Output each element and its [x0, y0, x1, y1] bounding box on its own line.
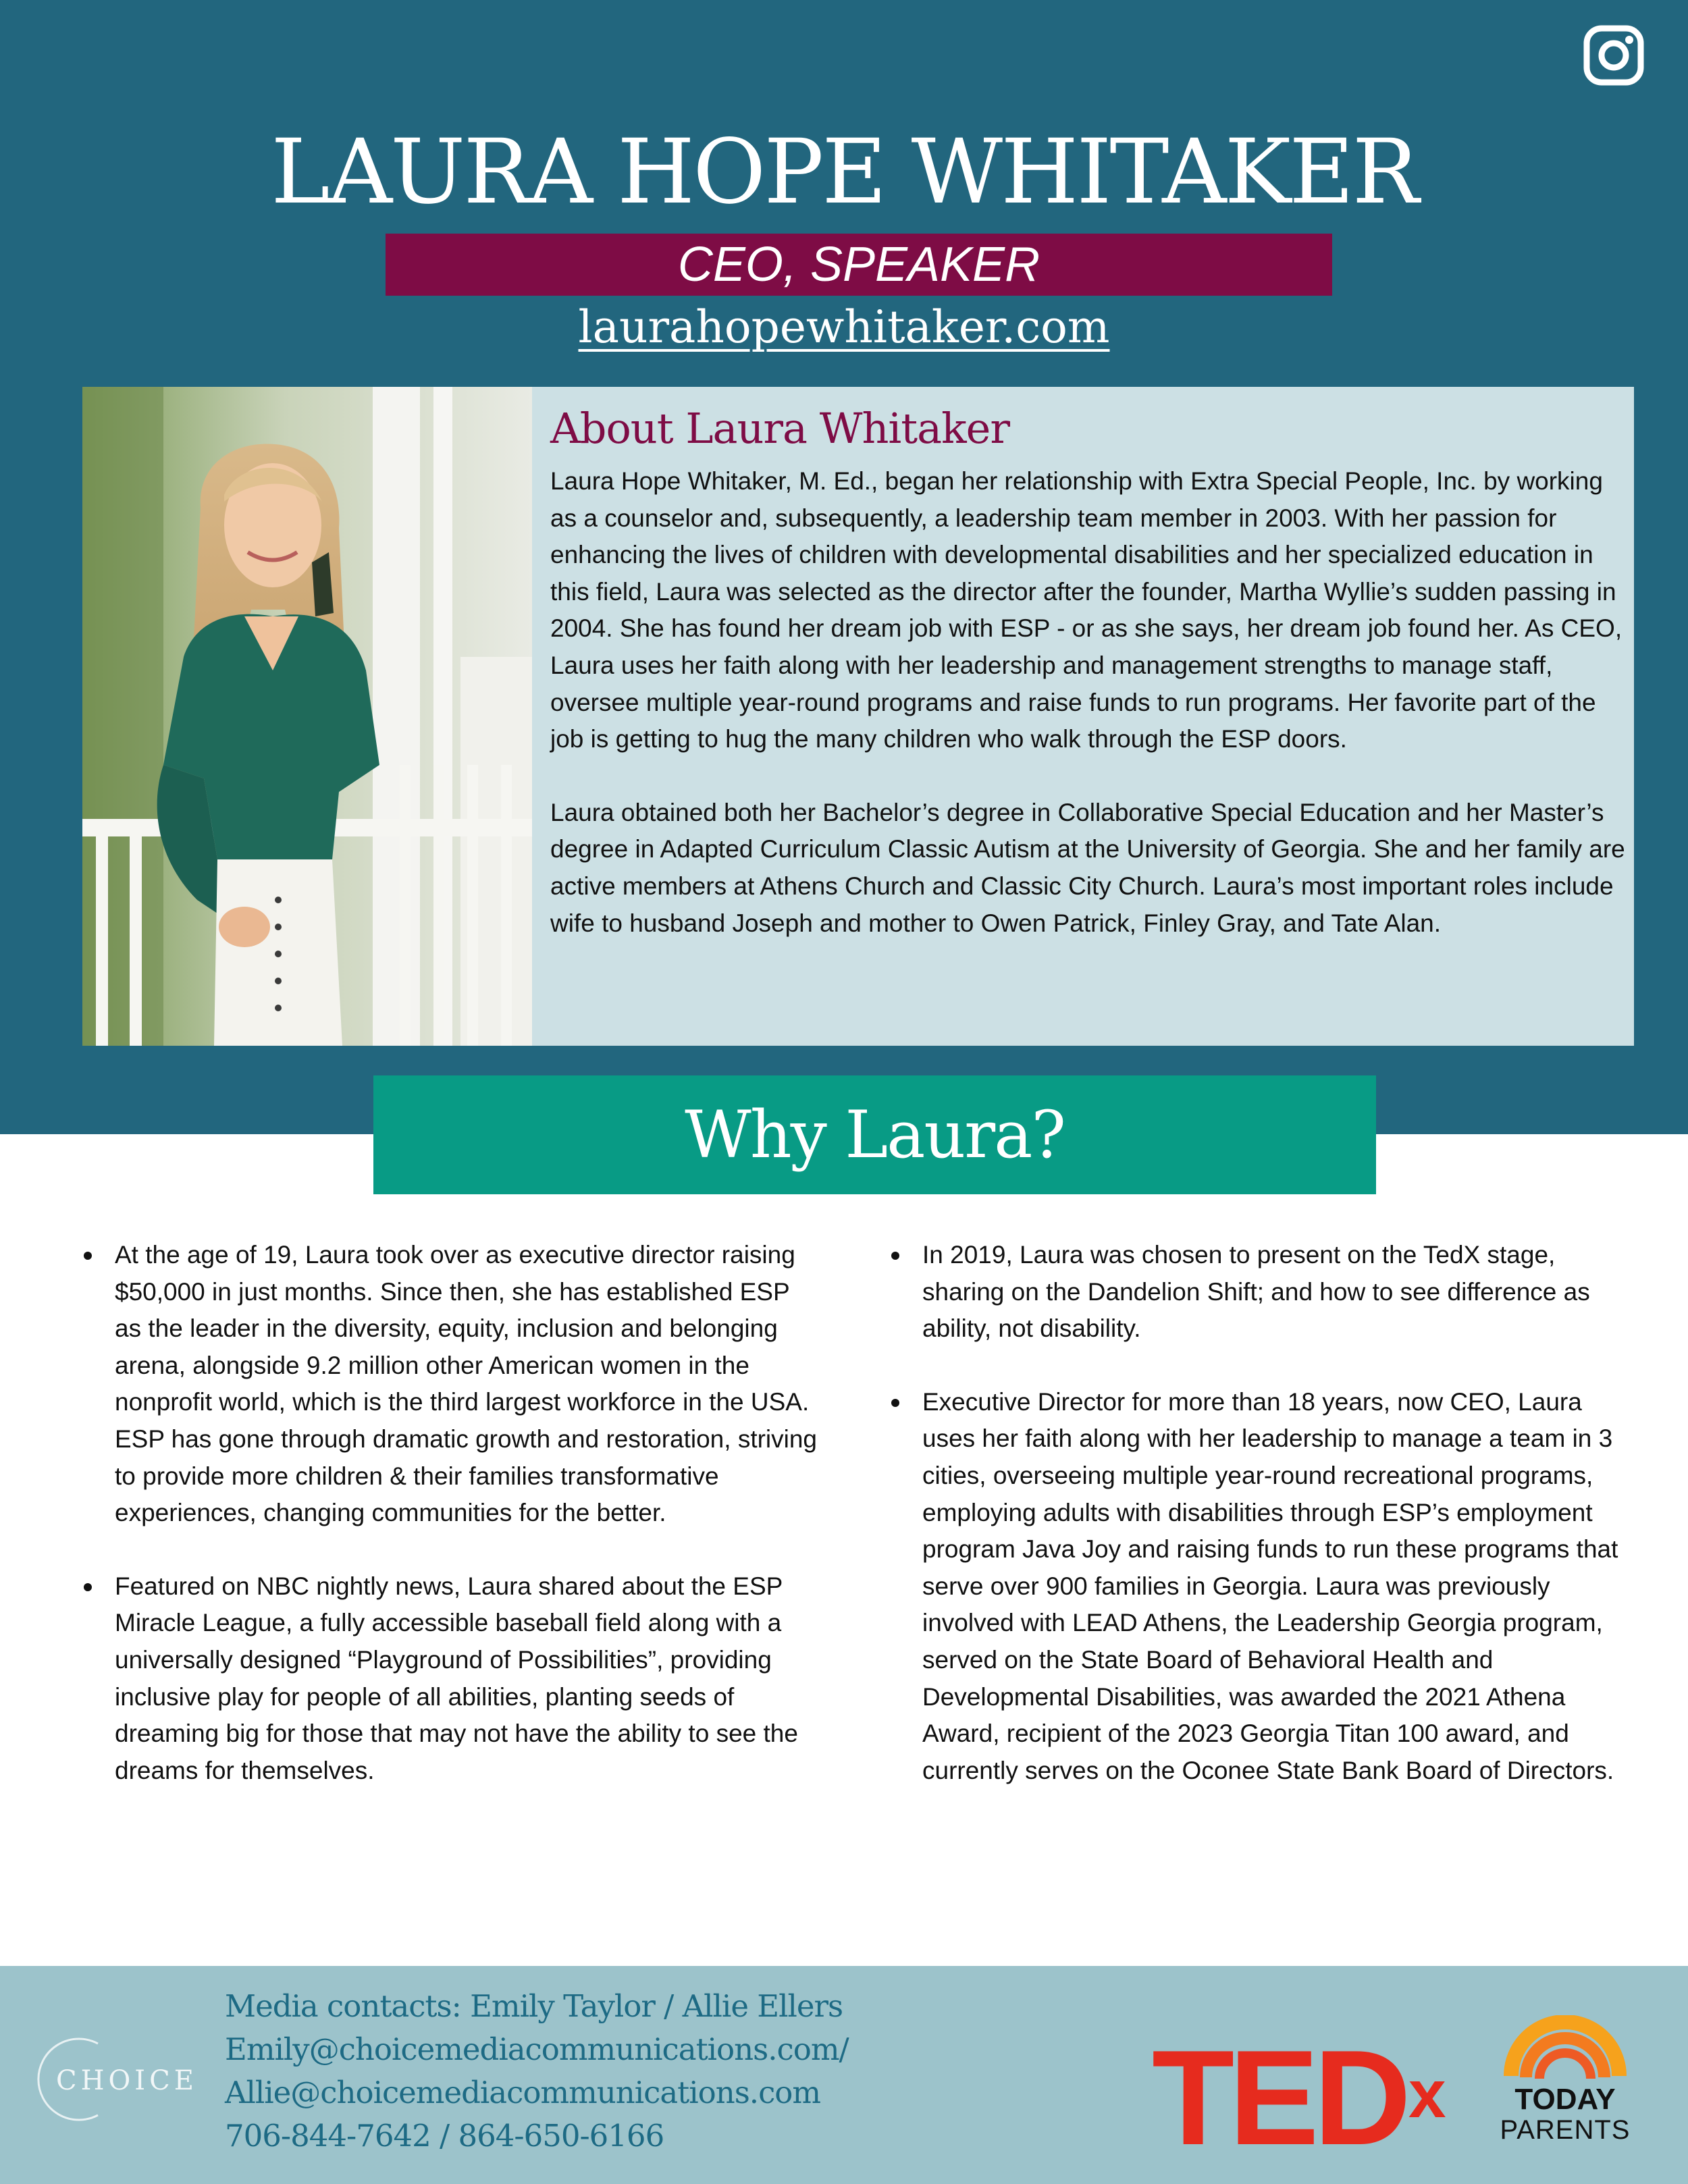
- speaker-name: LAURA HOPE WHITAKER: [271, 120, 1417, 224]
- list-item: Executive Director for more than 18 years, now CEO, Laura uses her faith along with her leadership to manage a team in 3 cities, overseeing multiple year-round recreational programs, employing adults with disabilities through ESP’s employment program Java Joy and raising funds to run these programs that serve over 900 families in Georgia. Laura was previously involved with LEAD Athens, the Leadership Georgia program, served on the State Board of Behavioral Health and Developmental Disabilities, was awarded the 2021 Athena Award, recipient of the 2023 Georgia Titan 100 award, and currently serves on the Oconee State Bank Board of Directors.: [889, 1384, 1625, 1790]
- today-logo: TODAY PARENTS: [1500, 2083, 1631, 2145]
- bullet-icon: [891, 1399, 899, 1407]
- bullet-icon: [891, 1252, 899, 1260]
- website-link[interactable]: laurahopewhitaker.com: [578, 301, 1110, 353]
- contact-email[interactable]: Emily@choicemediacommunications.com/: [225, 2031, 849, 2067]
- portrait-photo: [82, 387, 532, 1046]
- why-right-column: [889, 1237, 1625, 1789]
- about-paragraph: Laura obtained both her Bachelor’s degree in Collaborative Special Education and her Master’s degree in Adapted Curriculum Classic Autism at the University of Georgia. She and her family are active members at Athens Church and Classic City Church. Laura’s most important roles include wife to husband Joseph and mother to Owen Patrick, Finley Gray, and Tate Alan.: [550, 798, 1625, 937]
- about-paragraph: Laura Hope Whitaker, M. Ed., began her relationship with Extra Special People, Inc. by working as a counselor and, subsequently, a leadership team member in 2003. With her passion for enhancing the lives of children with developmental disabilities and her specialized education in this field, Laura was selected as the director after the founder, Martha Wyllie’s sudden passing in 2004. She has found her dream job with ESP - or as she says, her dream job found her. As CEO, Laura uses her faith along with her leadership and management strengths to manage staff, oversee multiple year-round programs and raise funds to run programs. Her favorite part of the job is getting to hug the many children who walk through the ESP doors.: [550, 467, 1623, 753]
- about-title: About Laura Whitaker: [550, 404, 1009, 453]
- list-item: Featured on NBC nightly news, Laura shared about the ESP Miracle League, a fully accessible baseball field along with a universally designed “Playground of Possibilities”, providing inclusive play for people of all abilities, planting seeds of dreaming big for those that may not have the ability to see the dreams for themselves.: [81, 1568, 817, 1790]
- contacts-heading: Media contacts: Emily Taylor / Allie Ellers: [225, 1988, 843, 2024]
- why-left-column: [81, 1237, 817, 1789]
- media-contacts: [225, 1985, 849, 2158]
- svg-text:CHOICE: CHOICE: [56, 2065, 198, 2096]
- choice-logo: [30, 2029, 206, 2130]
- bullet-icon: [84, 1252, 92, 1260]
- about-section: [550, 398, 1631, 942]
- contact-email[interactable]: Allie@choicemediacommunications.com: [225, 2075, 821, 2110]
- speaker-role: CEO, SPEAKER: [386, 234, 1332, 296]
- why-heading: Why Laura?: [373, 1075, 1376, 1194]
- list-item: At the age of 19, Laura took over as executive director raising $50,000 in just months. Since then, she has established ESP as the leader in the diversity, equity, inclusion and belonging arena, alongside 9.2 million other American women in the nonprofit world, which is the third largest workforce in the USA. ESP has gone through dramatic growth and restoration, striving to provide more children & their families transformative experiences, changing communities for the better.: [81, 1237, 817, 1532]
- tedx-logo: TED$^x$: [1152, 2023, 1446, 2173]
- list-item: In 2019, Laura was chosen to present on the TedX stage, sharing on the Dandelion Shift; and how to see difference as ability, not disability.: [889, 1237, 1625, 1348]
- contact-phone: 706-844-7642 / 864-650-6166: [225, 2118, 664, 2154]
- instagram-icon[interactable]: [1583, 24, 1645, 86]
- bullet-icon: [84, 1583, 92, 1591]
